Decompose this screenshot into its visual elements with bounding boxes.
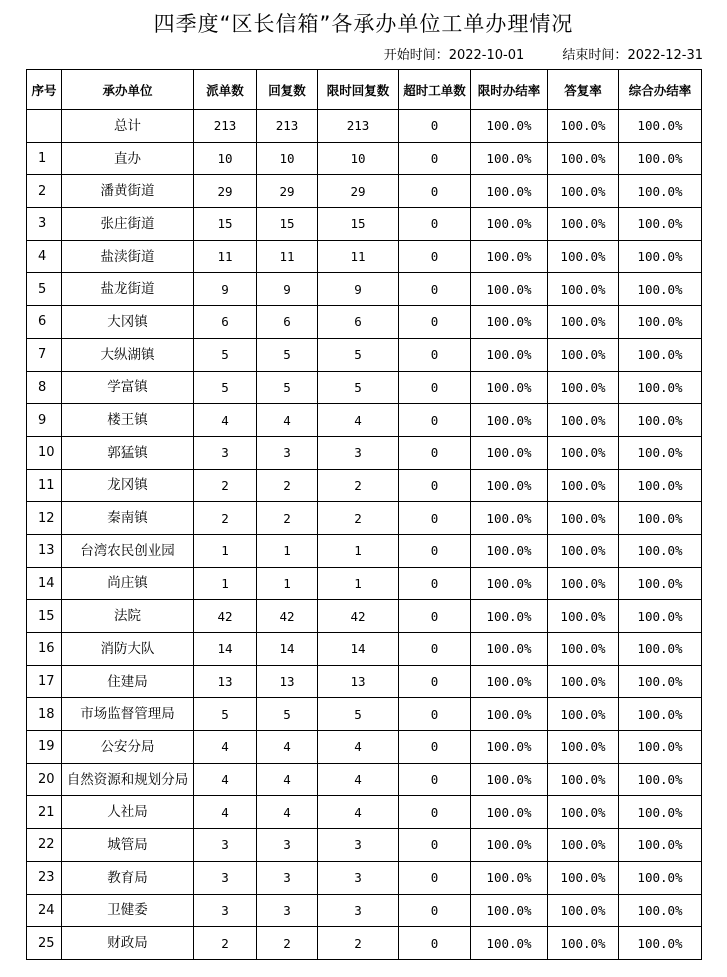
cell-overall-rate: 100.0% bbox=[619, 371, 702, 404]
cell-dispatched: 2 bbox=[194, 469, 257, 502]
cell-replied: 2 bbox=[257, 927, 318, 960]
cell-timely-replied: 3 bbox=[318, 861, 399, 894]
table-row bbox=[27, 469, 702, 502]
cell-replied: 3 bbox=[257, 894, 318, 927]
table-row bbox=[27, 665, 702, 698]
cell-dispatched: 5 bbox=[194, 371, 257, 404]
cell-overall-rate: 100.0% bbox=[619, 567, 702, 600]
cell-overall-rate: 100.0% bbox=[619, 534, 702, 567]
cell-reply-rate: 100.0% bbox=[548, 567, 619, 600]
cell-timely-replied: 2 bbox=[318, 502, 399, 535]
cell-index: 17 bbox=[27, 665, 62, 698]
cell-overdue: 0 bbox=[399, 175, 471, 208]
cell-dispatched: 3 bbox=[194, 436, 257, 469]
cell-timely-rate: 100.0% bbox=[471, 502, 548, 535]
cell-timely-replied: 14 bbox=[318, 633, 399, 666]
cell-timely-replied: 3 bbox=[318, 894, 399, 927]
cell-dispatched: 4 bbox=[194, 796, 257, 829]
cell-reply-rate: 100.0% bbox=[548, 208, 619, 241]
cell-unit: 教育局 bbox=[62, 861, 194, 894]
cell-dispatched: 3 bbox=[194, 894, 257, 927]
cell-index: 24 bbox=[27, 894, 62, 927]
cell-overdue: 0 bbox=[399, 469, 471, 502]
cell-overdue: 0 bbox=[399, 306, 471, 339]
cell-overdue: 0 bbox=[399, 731, 471, 764]
cell-replied: 4 bbox=[257, 796, 318, 829]
cell-reply-rate: 100.0% bbox=[548, 731, 619, 764]
cell-reply-rate: 100.0% bbox=[548, 436, 619, 469]
cell-overall-rate: 100.0% bbox=[619, 306, 702, 339]
table-row bbox=[27, 567, 702, 600]
cell-timely-rate: 100.0% bbox=[471, 698, 548, 731]
cell-reply-rate: 100.0% bbox=[548, 404, 619, 437]
cell-overall-rate: 100.0% bbox=[619, 861, 702, 894]
cell-overdue: 0 bbox=[399, 796, 471, 829]
header-unit: 承办单位 bbox=[62, 70, 194, 110]
cell-overdue: 0 bbox=[399, 110, 471, 143]
cell-replied: 4 bbox=[257, 404, 318, 437]
cell-timely-rate: 100.0% bbox=[471, 600, 548, 633]
cell-index: 3 bbox=[27, 208, 62, 241]
cell-reply-rate: 100.0% bbox=[548, 371, 619, 404]
cell-timely-replied: 4 bbox=[318, 404, 399, 437]
cell-timely-replied: 42 bbox=[318, 600, 399, 633]
cell-index: 1 bbox=[27, 142, 62, 175]
cell-replied: 5 bbox=[257, 698, 318, 731]
cell-reply-rate: 100.0% bbox=[548, 110, 619, 143]
cell-unit: 潘黄街道 bbox=[62, 175, 194, 208]
cell-reply-rate: 100.0% bbox=[548, 175, 619, 208]
cell-timely-rate: 100.0% bbox=[471, 927, 548, 960]
cell-dispatched: 2 bbox=[194, 927, 257, 960]
cell-dispatched: 4 bbox=[194, 763, 257, 796]
cell-timely-rate: 100.0% bbox=[471, 436, 548, 469]
cell-overdue: 0 bbox=[399, 436, 471, 469]
cell-index: 21 bbox=[27, 796, 62, 829]
cell-index: 12 bbox=[27, 502, 62, 535]
cell-timely-replied: 9 bbox=[318, 273, 399, 306]
cell-timely-replied: 10 bbox=[318, 142, 399, 175]
cell-reply-rate: 100.0% bbox=[548, 861, 619, 894]
cell-replied: 6 bbox=[257, 306, 318, 339]
cell-overall-rate: 100.0% bbox=[619, 763, 702, 796]
cell-timely-rate: 100.0% bbox=[471, 175, 548, 208]
header-overall-rate: 综合办结率 bbox=[619, 70, 702, 110]
cell-dispatched: 15 bbox=[194, 208, 257, 241]
cell-index: 9 bbox=[27, 404, 62, 437]
cell-dispatched: 3 bbox=[194, 861, 257, 894]
cell-timely-rate: 100.0% bbox=[471, 894, 548, 927]
cell-index: 23 bbox=[27, 861, 62, 894]
cell-dispatched: 42 bbox=[194, 600, 257, 633]
cell-unit: 楼王镇 bbox=[62, 404, 194, 437]
table-row bbox=[27, 338, 702, 371]
cell-timely-replied: 13 bbox=[318, 665, 399, 698]
cell-timely-rate: 100.0% bbox=[471, 338, 548, 371]
cell-reply-rate: 100.0% bbox=[548, 796, 619, 829]
cell-reply-rate: 100.0% bbox=[548, 142, 619, 175]
cell-dispatched: 1 bbox=[194, 567, 257, 600]
cell-unit: 公安分局 bbox=[62, 731, 194, 764]
cell-timely-replied: 4 bbox=[318, 763, 399, 796]
cell-reply-rate: 100.0% bbox=[548, 763, 619, 796]
cell-replied: 2 bbox=[257, 469, 318, 502]
cell-timely-replied: 29 bbox=[318, 175, 399, 208]
cell-timely-rate: 100.0% bbox=[471, 110, 548, 143]
cell-timely-replied: 2 bbox=[318, 469, 399, 502]
cell-unit: 张庄街道 bbox=[62, 208, 194, 241]
cell-index: 5 bbox=[27, 273, 62, 306]
cell-unit: 大冈镇 bbox=[62, 306, 194, 339]
cell-replied: 42 bbox=[257, 600, 318, 633]
table-row bbox=[27, 861, 702, 894]
cell-reply-rate: 100.0% bbox=[548, 927, 619, 960]
cell-unit: 直办 bbox=[62, 142, 194, 175]
date-range bbox=[350, 44, 703, 63]
cell-timely-rate: 100.0% bbox=[471, 469, 548, 502]
cell-overdue: 0 bbox=[399, 142, 471, 175]
cell-overall-rate: 100.0% bbox=[619, 110, 702, 143]
cell-unit: 法院 bbox=[62, 600, 194, 633]
cell-timely-replied: 15 bbox=[318, 208, 399, 241]
cell-overdue: 0 bbox=[399, 894, 471, 927]
cell-reply-rate: 100.0% bbox=[548, 829, 619, 862]
cell-overall-rate: 100.0% bbox=[619, 208, 702, 241]
end-date-label: 结束时间： bbox=[562, 48, 628, 63]
cell-overall-rate: 100.0% bbox=[619, 404, 702, 437]
cell-index: 18 bbox=[27, 698, 62, 731]
cell-overdue: 0 bbox=[399, 338, 471, 371]
table-row bbox=[27, 404, 702, 437]
header-timely-rate: 限时办结率 bbox=[471, 70, 548, 110]
cell-reply-rate: 100.0% bbox=[548, 633, 619, 666]
cell-overdue: 0 bbox=[399, 240, 471, 273]
cell-replied: 4 bbox=[257, 763, 318, 796]
cell-reply-rate: 100.0% bbox=[548, 338, 619, 371]
cell-overdue: 0 bbox=[399, 763, 471, 796]
table-body bbox=[27, 110, 702, 960]
cell-overdue: 0 bbox=[399, 502, 471, 535]
cell-replied: 10 bbox=[257, 142, 318, 175]
table-row bbox=[27, 142, 702, 175]
cell-index: 16 bbox=[27, 633, 62, 666]
cell-timely-replied: 213 bbox=[318, 110, 399, 143]
cell-overall-rate: 100.0% bbox=[619, 927, 702, 960]
cell-dispatched: 213 bbox=[194, 110, 257, 143]
cell-unit: 住建局 bbox=[62, 665, 194, 698]
cell-timely-replied: 5 bbox=[318, 698, 399, 731]
cell-index: 15 bbox=[27, 600, 62, 633]
cell-reply-rate: 100.0% bbox=[548, 894, 619, 927]
cell-dispatched: 14 bbox=[194, 633, 257, 666]
cell-dispatched: 13 bbox=[194, 665, 257, 698]
cell-overall-rate: 100.0% bbox=[619, 633, 702, 666]
cell-dispatched: 1 bbox=[194, 534, 257, 567]
cell-index: 11 bbox=[27, 469, 62, 502]
cell-reply-rate: 100.0% bbox=[548, 306, 619, 339]
cell-timely-replied: 3 bbox=[318, 829, 399, 862]
cell-unit: 盐龙街道 bbox=[62, 273, 194, 306]
cell-overdue: 0 bbox=[399, 371, 471, 404]
cell-reply-rate: 100.0% bbox=[548, 240, 619, 273]
cell-timely-replied: 3 bbox=[318, 436, 399, 469]
table-row bbox=[27, 731, 702, 764]
cell-replied: 3 bbox=[257, 861, 318, 894]
page-title: 四季度“区长信箱”各承办单位工单办理情况 bbox=[153, 12, 574, 36]
cell-reply-rate: 100.0% bbox=[548, 469, 619, 502]
cell-dispatched: 5 bbox=[194, 338, 257, 371]
cell-overdue: 0 bbox=[399, 633, 471, 666]
table-row bbox=[27, 208, 702, 241]
cell-index: 10 bbox=[27, 436, 62, 469]
cell-dispatched: 6 bbox=[194, 306, 257, 339]
cell-unit: 自然资源和规划分局 bbox=[62, 763, 194, 796]
cell-replied: 9 bbox=[257, 273, 318, 306]
table-row bbox=[27, 600, 702, 633]
cell-index: 4 bbox=[27, 240, 62, 273]
cell-overdue: 0 bbox=[399, 829, 471, 862]
cell-unit: 城管局 bbox=[62, 829, 194, 862]
cell-overall-rate: 100.0% bbox=[619, 796, 702, 829]
cell-unit: 总计 bbox=[62, 110, 194, 143]
cell-replied: 11 bbox=[257, 240, 318, 273]
table-row bbox=[27, 371, 702, 404]
cell-index: 25 bbox=[27, 927, 62, 960]
cell-unit: 人社局 bbox=[62, 796, 194, 829]
cell-unit: 郭猛镇 bbox=[62, 436, 194, 469]
cell-replied: 2 bbox=[257, 502, 318, 535]
cell-overall-rate: 100.0% bbox=[619, 665, 702, 698]
cell-timely-rate: 100.0% bbox=[471, 534, 548, 567]
cell-timely-rate: 100.0% bbox=[471, 306, 548, 339]
cell-dispatched: 4 bbox=[194, 731, 257, 764]
table-row bbox=[27, 436, 702, 469]
cell-timely-replied: 1 bbox=[318, 567, 399, 600]
cell-replied: 14 bbox=[257, 633, 318, 666]
cell-replied: 5 bbox=[257, 371, 318, 404]
cell-replied: 1 bbox=[257, 567, 318, 600]
cell-unit: 卫健委 bbox=[62, 894, 194, 927]
table-row bbox=[27, 273, 702, 306]
cell-overdue: 0 bbox=[399, 567, 471, 600]
cell-timely-rate: 100.0% bbox=[471, 829, 548, 862]
cell-unit: 学富镇 bbox=[62, 371, 194, 404]
cell-replied: 3 bbox=[257, 829, 318, 862]
cell-timely-replied: 5 bbox=[318, 338, 399, 371]
cell-overdue: 0 bbox=[399, 665, 471, 698]
cell-timely-replied: 2 bbox=[318, 927, 399, 960]
cell-unit: 市场监督管理局 bbox=[62, 698, 194, 731]
cell-reply-rate: 100.0% bbox=[548, 600, 619, 633]
cell-overall-rate: 100.0% bbox=[619, 338, 702, 371]
table-row bbox=[27, 534, 702, 567]
table-row bbox=[27, 796, 702, 829]
cell-overdue: 0 bbox=[399, 861, 471, 894]
cell-overdue: 0 bbox=[399, 273, 471, 306]
cell-index: 6 bbox=[27, 306, 62, 339]
cell-overall-rate: 100.0% bbox=[619, 600, 702, 633]
cell-reply-rate: 100.0% bbox=[548, 273, 619, 306]
cell-timely-replied: 4 bbox=[318, 731, 399, 764]
cell-dispatched: 3 bbox=[194, 829, 257, 862]
cell-overall-rate: 100.0% bbox=[619, 469, 702, 502]
cell-unit: 台湾农民创业园 bbox=[62, 534, 194, 567]
cell-dispatched: 9 bbox=[194, 273, 257, 306]
cell-overall-rate: 100.0% bbox=[619, 731, 702, 764]
cell-overall-rate: 100.0% bbox=[619, 698, 702, 731]
cell-overdue: 0 bbox=[399, 698, 471, 731]
cell-timely-replied: 6 bbox=[318, 306, 399, 339]
cell-timely-rate: 100.0% bbox=[471, 273, 548, 306]
cell-replied: 13 bbox=[257, 665, 318, 698]
cell-dispatched: 4 bbox=[194, 404, 257, 437]
table-row bbox=[27, 698, 702, 731]
cell-unit: 财政局 bbox=[62, 927, 194, 960]
cell-overall-rate: 100.0% bbox=[619, 273, 702, 306]
table-row bbox=[27, 763, 702, 796]
cell-timely-rate: 100.0% bbox=[471, 371, 548, 404]
cell-replied: 213 bbox=[257, 110, 318, 143]
cell-overall-rate: 100.0% bbox=[619, 894, 702, 927]
table-row bbox=[27, 829, 702, 862]
table-row bbox=[27, 633, 702, 666]
cell-timely-rate: 100.0% bbox=[471, 142, 548, 175]
cell-timely-rate: 100.0% bbox=[471, 404, 548, 437]
cell-overall-rate: 100.0% bbox=[619, 175, 702, 208]
cell-reply-rate: 100.0% bbox=[548, 502, 619, 535]
cell-reply-rate: 100.0% bbox=[548, 534, 619, 567]
cell-unit: 大纵湖镇 bbox=[62, 338, 194, 371]
header-overdue: 超时工单数 bbox=[399, 70, 471, 110]
cell-timely-rate: 100.0% bbox=[471, 633, 548, 666]
header-reply-rate: 答复率 bbox=[548, 70, 619, 110]
cell-unit: 尚庄镇 bbox=[62, 567, 194, 600]
cell-reply-rate: 100.0% bbox=[548, 665, 619, 698]
table-row bbox=[27, 240, 702, 273]
cell-replied: 15 bbox=[257, 208, 318, 241]
cell-unit: 秦南镇 bbox=[62, 502, 194, 535]
table-row bbox=[27, 175, 702, 208]
cell-index: 19 bbox=[27, 731, 62, 764]
cell-overall-rate: 100.0% bbox=[619, 436, 702, 469]
cell-timely-replied: 11 bbox=[318, 240, 399, 273]
cell-timely-rate: 100.0% bbox=[471, 796, 548, 829]
cell-overdue: 0 bbox=[399, 534, 471, 567]
cell-overdue: 0 bbox=[399, 208, 471, 241]
cell-timely-rate: 100.0% bbox=[471, 763, 548, 796]
cell-overall-rate: 100.0% bbox=[619, 142, 702, 175]
cell-index bbox=[27, 110, 62, 143]
cell-dispatched: 5 bbox=[194, 698, 257, 731]
table-row bbox=[27, 894, 702, 927]
cell-overall-rate: 100.0% bbox=[619, 502, 702, 535]
cell-index: 14 bbox=[27, 567, 62, 600]
cell-timely-rate: 100.0% bbox=[471, 567, 548, 600]
cell-timely-rate: 100.0% bbox=[471, 208, 548, 241]
header-row bbox=[27, 70, 702, 110]
cell-index: 13 bbox=[27, 534, 62, 567]
cell-reply-rate: 100.0% bbox=[548, 698, 619, 731]
header-timely-replied: 限时回复数 bbox=[318, 70, 399, 110]
cell-index: 22 bbox=[27, 829, 62, 862]
table-row bbox=[27, 306, 702, 339]
start-date-value: 2022-10-01 bbox=[448, 48, 525, 63]
table-row bbox=[27, 927, 702, 960]
end-date-value: 2022-12-31 bbox=[627, 48, 703, 63]
cell-timely-replied: 5 bbox=[318, 371, 399, 404]
cell-overdue: 0 bbox=[399, 927, 471, 960]
header-replied: 回复数 bbox=[257, 70, 318, 110]
cell-timely-replied: 1 bbox=[318, 534, 399, 567]
cell-unit: 龙冈镇 bbox=[62, 469, 194, 502]
cell-replied: 29 bbox=[257, 175, 318, 208]
cell-timely-rate: 100.0% bbox=[471, 665, 548, 698]
header-dispatched: 派单数 bbox=[194, 70, 257, 110]
cell-overall-rate: 100.0% bbox=[619, 240, 702, 273]
cell-index: 20 bbox=[27, 763, 62, 796]
cell-overdue: 0 bbox=[399, 600, 471, 633]
cell-timely-rate: 100.0% bbox=[471, 731, 548, 764]
cell-dispatched: 2 bbox=[194, 502, 257, 535]
cell-dispatched: 29 bbox=[194, 175, 257, 208]
start-date-label: 开始时间： bbox=[383, 48, 449, 63]
header-index: 序号 bbox=[27, 70, 62, 110]
cell-replied: 5 bbox=[257, 338, 318, 371]
cell-index: 8 bbox=[27, 371, 62, 404]
cell-timely-rate: 100.0% bbox=[471, 240, 548, 273]
cell-unit: 消防大队 bbox=[62, 633, 194, 666]
cell-dispatched: 10 bbox=[194, 142, 257, 175]
cell-index: 7 bbox=[27, 338, 62, 371]
cell-timely-replied: 4 bbox=[318, 796, 399, 829]
cell-overall-rate: 100.0% bbox=[619, 829, 702, 862]
cell-index: 2 bbox=[27, 175, 62, 208]
table-row bbox=[27, 502, 702, 535]
cell-replied: 1 bbox=[257, 534, 318, 567]
cell-unit: 盐渎街道 bbox=[62, 240, 194, 273]
cell-overdue: 0 bbox=[399, 404, 471, 437]
cell-replied: 3 bbox=[257, 436, 318, 469]
work-order-table bbox=[26, 69, 702, 960]
cell-replied: 4 bbox=[257, 731, 318, 764]
cell-dispatched: 11 bbox=[194, 240, 257, 273]
cell-timely-rate: 100.0% bbox=[471, 861, 548, 894]
total-row bbox=[27, 110, 702, 143]
